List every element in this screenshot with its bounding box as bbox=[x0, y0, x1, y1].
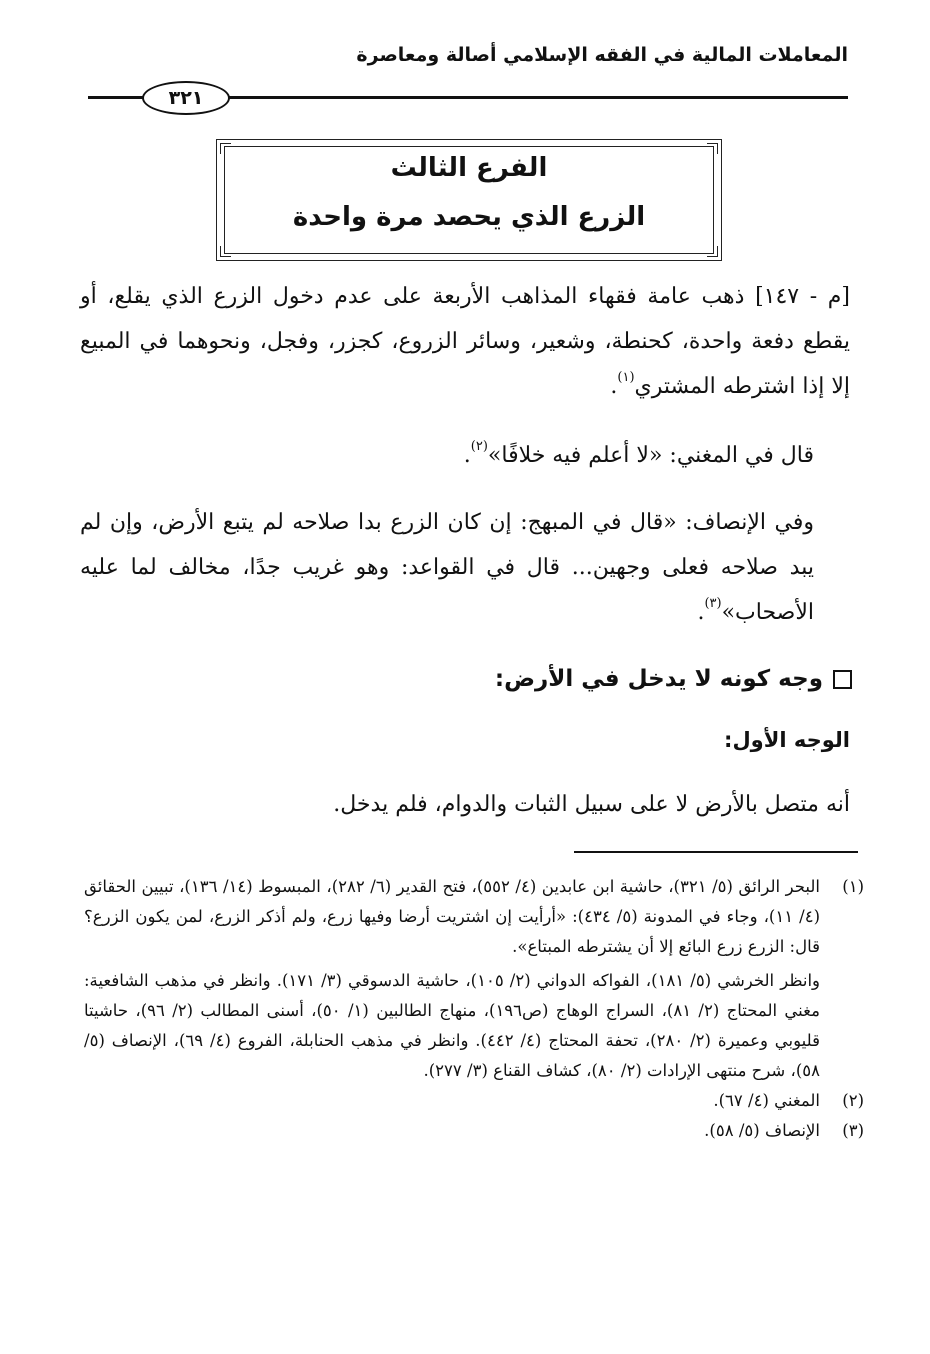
footnote-number: (٢) bbox=[842, 1091, 864, 1110]
footnote-3 bbox=[84, 1116, 864, 1146]
footnote-separator bbox=[574, 851, 858, 853]
footnote-ref-2: (٢) bbox=[470, 439, 488, 454]
section-title: الفرع الثالث bbox=[390, 153, 548, 183]
footnote-text: الإنصاف (٥/ ٥٨). bbox=[704, 1121, 820, 1140]
sub-heading: الوجه الأول: bbox=[724, 728, 850, 752]
reason-paragraph: أنه متصل بالأرض لا على سبيل الثبات والدوام، فلم يدخل. bbox=[333, 792, 850, 817]
footnote-text: البحر الرائق (٥/ ٣٢١)، حاشية ابن عابدين (٤/ ٥٥٢)، فتح القدير (٦/ ٢٨٢)، المبسوط (١٤/ ١٣٦)، تبيين الحقائق (٤/ ١١)، وجاء في المدونة (٥/ ٤٣٤): «أرأيت إن اشتريت أرضا وفيها زرع، ولم أذكر الزرع، لمن يكون الزرع؟ قال: الزرع زرع البائع إلا أن يشترطه المبتاع». bbox=[84, 877, 821, 956]
section-heading-text: وجه كونه لا يدخل في الأرض: bbox=[494, 666, 823, 692]
section-heading bbox=[495, 666, 852, 692]
page-number: ٣٢١ bbox=[142, 81, 230, 115]
paragraph-147-text: [م - ١٤٧] ذهب عامة فقهاء المذاهب الأربعة على عدم دخول الزرع الذي يقلع، أو يقطع دفعة واحدة، كحنطة، وشعير، وسائر الزروع، كجزر، وفجل، ونحوهما في المبيع إلا إذا اشترطه المشتري bbox=[80, 284, 851, 399]
footnotes bbox=[84, 872, 864, 1146]
footnote-1 bbox=[84, 872, 864, 962]
paragraph-mughni-text: قال في المغني: «لا أعلم فيه خلافًا» bbox=[487, 443, 814, 468]
chapter-title-frame bbox=[216, 139, 722, 261]
footnote-ref-3: (٣) bbox=[704, 596, 722, 611]
footnote-text: المغني (٤/ ٦٧). bbox=[713, 1091, 820, 1110]
paragraph-insaf: وفي الإنصاف: «قال في المبهج: إن كان الزرع بدا صلاحه لم يتبع الأرض، وإن لم يبد صلاحه فعلى وجهين... قال في القواعد: وهو غريب جدًا، مخالف لما عليه الأصحاب»$^{(٣)}$. bbox=[80, 510, 814, 625]
section-subtitle: الزرع الذي يحصد مرة واحدة bbox=[292, 202, 646, 232]
footnote-ref-1: (١) bbox=[617, 370, 635, 385]
footnote-number: (٣) bbox=[842, 1121, 864, 1140]
square-bullet-icon bbox=[833, 670, 852, 689]
footnote-number: (١) bbox=[842, 877, 864, 896]
footnote-1-continued: وانظر الخرشي (٥/ ١٨١)، الفواكه الدواني (٢/ ١٠٥)، حاشية الدسوقي (٣/ ١٧١). وانظر في مذهب الشافعية: مغني المحتاج (٢/ ٨١)، السراج الوهاج (ص١٩٦)، منهاج الطالبين (١/ ٥٠)، أسنى المطالب (٢/ ٩٦)، حاشيتا قليوبي وعميرة (٢/ ٢٨٠)، تحفة المحتاج (٤/ ٤٤٢). وانظر في مذهب الحنابلة، الفروع (٤/ ٦٩)، الإنصاف (٥/ ٥٨)، شرح منتهى الإرادات (٢/ ٨٠)، كشاف القناع (٣/ ٢٧٧). bbox=[84, 971, 821, 1080]
paragraph-insaf-text: وفي الإنصاف: «قال في المبهج: إن كان الزرع بدا صلاحه لم يتبع الأرض، وإن لم يبد صلاحه فعلى وجهين... قال في القواعد: وهو غريب جدًا، مخالف لما عليه الأصحاب» bbox=[80, 510, 814, 625]
frame-corner-ornament bbox=[707, 246, 718, 257]
running-header: المعاملات المالية في الفقه الإسلامي أصالة ومعاصرة bbox=[356, 44, 848, 66]
footnote-2 bbox=[84, 1086, 864, 1116]
paragraph-mughni: قال في المغني: «لا أعلم فيه خلافًا»$^{(٢)}$. bbox=[463, 439, 814, 468]
frame-corner-ornament bbox=[220, 246, 231, 257]
paragraph-147: [م - ١٤٧] ذهب عامة فقهاء المذاهب الأربعة على عدم دخول الزرع الذي يقلع، أو يقطع دفعة واحدة، كحنطة، وشعير، وسائر الزروع، كجزر، وفجل، ونحوهما في المبيع إلا إذا اشترطه المشتري$^{(١)}$. bbox=[80, 284, 851, 399]
